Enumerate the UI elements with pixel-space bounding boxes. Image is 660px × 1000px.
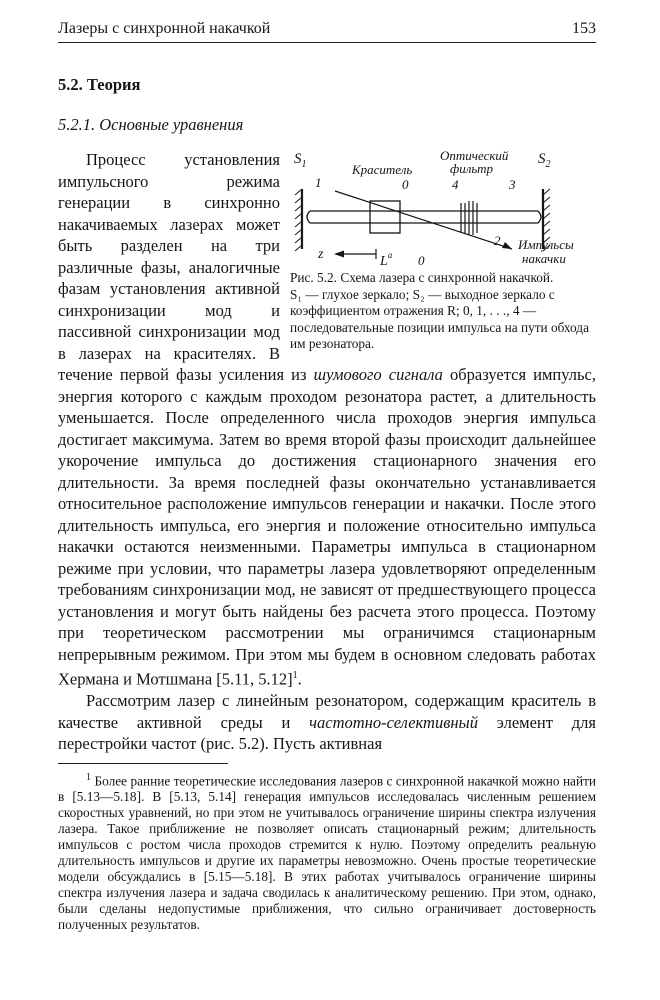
footnote-mark: 1	[86, 771, 91, 783]
subsection-title: 5.2.1. Основные уравнения	[58, 115, 244, 134]
label-s2: $S_2$	[538, 151, 551, 170]
pump-beam	[335, 191, 512, 249]
figure-5-2	[290, 149, 600, 353]
label-pump-line1: Импульсы	[518, 237, 574, 252]
label-pos-3: 3	[509, 177, 516, 192]
page-number: 153	[572, 20, 596, 37]
footnote-text: Более ранние теоретические исследования лазеров с синхронной накачкой можно найти в [5.13—5.18]. В [5.13, 5.14] генерация импульсов исследовалась численным решением скоростных уравнений, но при этом не учитывалось ограничение ширины спектра излучения лазера. Такое приближение не позволяет описать стационарный режим; длительность импульсов с ростом числа проходов стремится к нулю. Поэтому определить реальную длительность импульсов и другие их параметры невозможно. Очень простые теоретические модели обсуждались в [5.15—5.18]. В этих работах учитывалось ограничение ширины спектра излучения лазера и задача сводилась к аналитическому решению. При этом, однако, были сделаны недопустимые приближения, что сильно ограничивает достоверность полученных результатов.	[58, 772, 596, 932]
label-pos-2: 2	[494, 233, 501, 248]
footnote-divider	[58, 763, 228, 764]
label-filter-line1: Оптический	[440, 149, 509, 163]
label-pump-line2: накачки	[522, 251, 566, 266]
label-filter-line2: фильтр	[450, 161, 494, 176]
label-pos-0: 0	[402, 177, 409, 192]
figure-caption: Рис. 5.2. Схема лазера с синхронной накачкой. S₁ — глухое зеркало; S₂ — выходное зеркало с коэффициентом отражения R; 0, 1, . . ., 4 — последовательные позиции импульса на пути обхода им резонатора.	[290, 270, 589, 351]
paragraph-1: Процесс установления импульсного режима генерации в синхронно накачиваемых лазерах может быть разделен на три различные фазы, аналогичные фазам установления активной синхронизации мод и пассивной синхронизации мод в лазерах на красителях. В течение первой фазы усиления из шумового сигнала образуется импульс, энергия которого с каждым проходом резонатора растет, а длительность уменьшается. После определенного числа проходов энергия импульса достигает максимума. Затем во время второй фазы происходит дальнейшее укорочение импульса до достижения стационарного значения его длительности. За время последней фазы окончательно устанавливается относительное расположение импульсов генерации и накачки. После этого длительность импульса, его энергия и положение относительно импульса накачки остаются неизменными. Параметры импульса в стационарном режиме при условии, что параметры лазера удовлетворяют определенным требованиям синхронизации мод, не зависят от предшествующего процесса установления и могут быть найдены без расчета этого процесса. Поэтому при теоретическом рассмотрении мы ограничимся стационарным непрерывным режимом. При этом мы будем в основном следовать работах Хермана и Мотшмана [5.11, 5.12]$^1$.	[58, 150, 596, 689]
body-text	[58, 149, 596, 755]
book-page	[58, 20, 596, 933]
resonator-beam	[307, 211, 541, 223]
label-dye: Краситель	[352, 162, 413, 177]
section-title: 5.2. Теория	[58, 75, 141, 94]
footnote	[58, 770, 596, 933]
label-L-a: $L^a$	[380, 250, 393, 267]
label-s1: $S_1$	[294, 151, 307, 170]
laser-schematic-diagram	[290, 149, 600, 267]
z-axis-arrowhead	[334, 251, 344, 258]
emphasis-frequency-selective: частотно-селективный	[309, 712, 478, 732]
label-z: z	[318, 247, 324, 262]
emphasis-noise-signal: шумового сигнала	[313, 365, 443, 384]
figure-caption-description: S₁ — глухое зеркало; S₂ — выходное зеркало с коэффициентом отражения R; 0, 1, . . ., 4 — последовательные позиции импульса на пути обхода им резонатора.	[290, 286, 589, 351]
dye-cell	[370, 201, 400, 233]
label-pos-4: 4	[452, 177, 459, 192]
paragraph-2: Рассмотрим лазер с линейным резонатором, содержащим краситель в качестве активной среды и частотно-селективный элемент для перестройки частот (рис. 5.2). Пусть активная	[58, 691, 596, 753]
optical-filter	[461, 201, 477, 235]
footnote-reference: 1	[292, 670, 298, 681]
label-pos-1: 1	[315, 175, 322, 190]
running-title: Лазеры с синхронной накачкой	[58, 20, 271, 37]
label-zero: 0	[418, 253, 425, 267]
pump-arrowhead	[502, 242, 512, 249]
running-header	[58, 20, 596, 43]
